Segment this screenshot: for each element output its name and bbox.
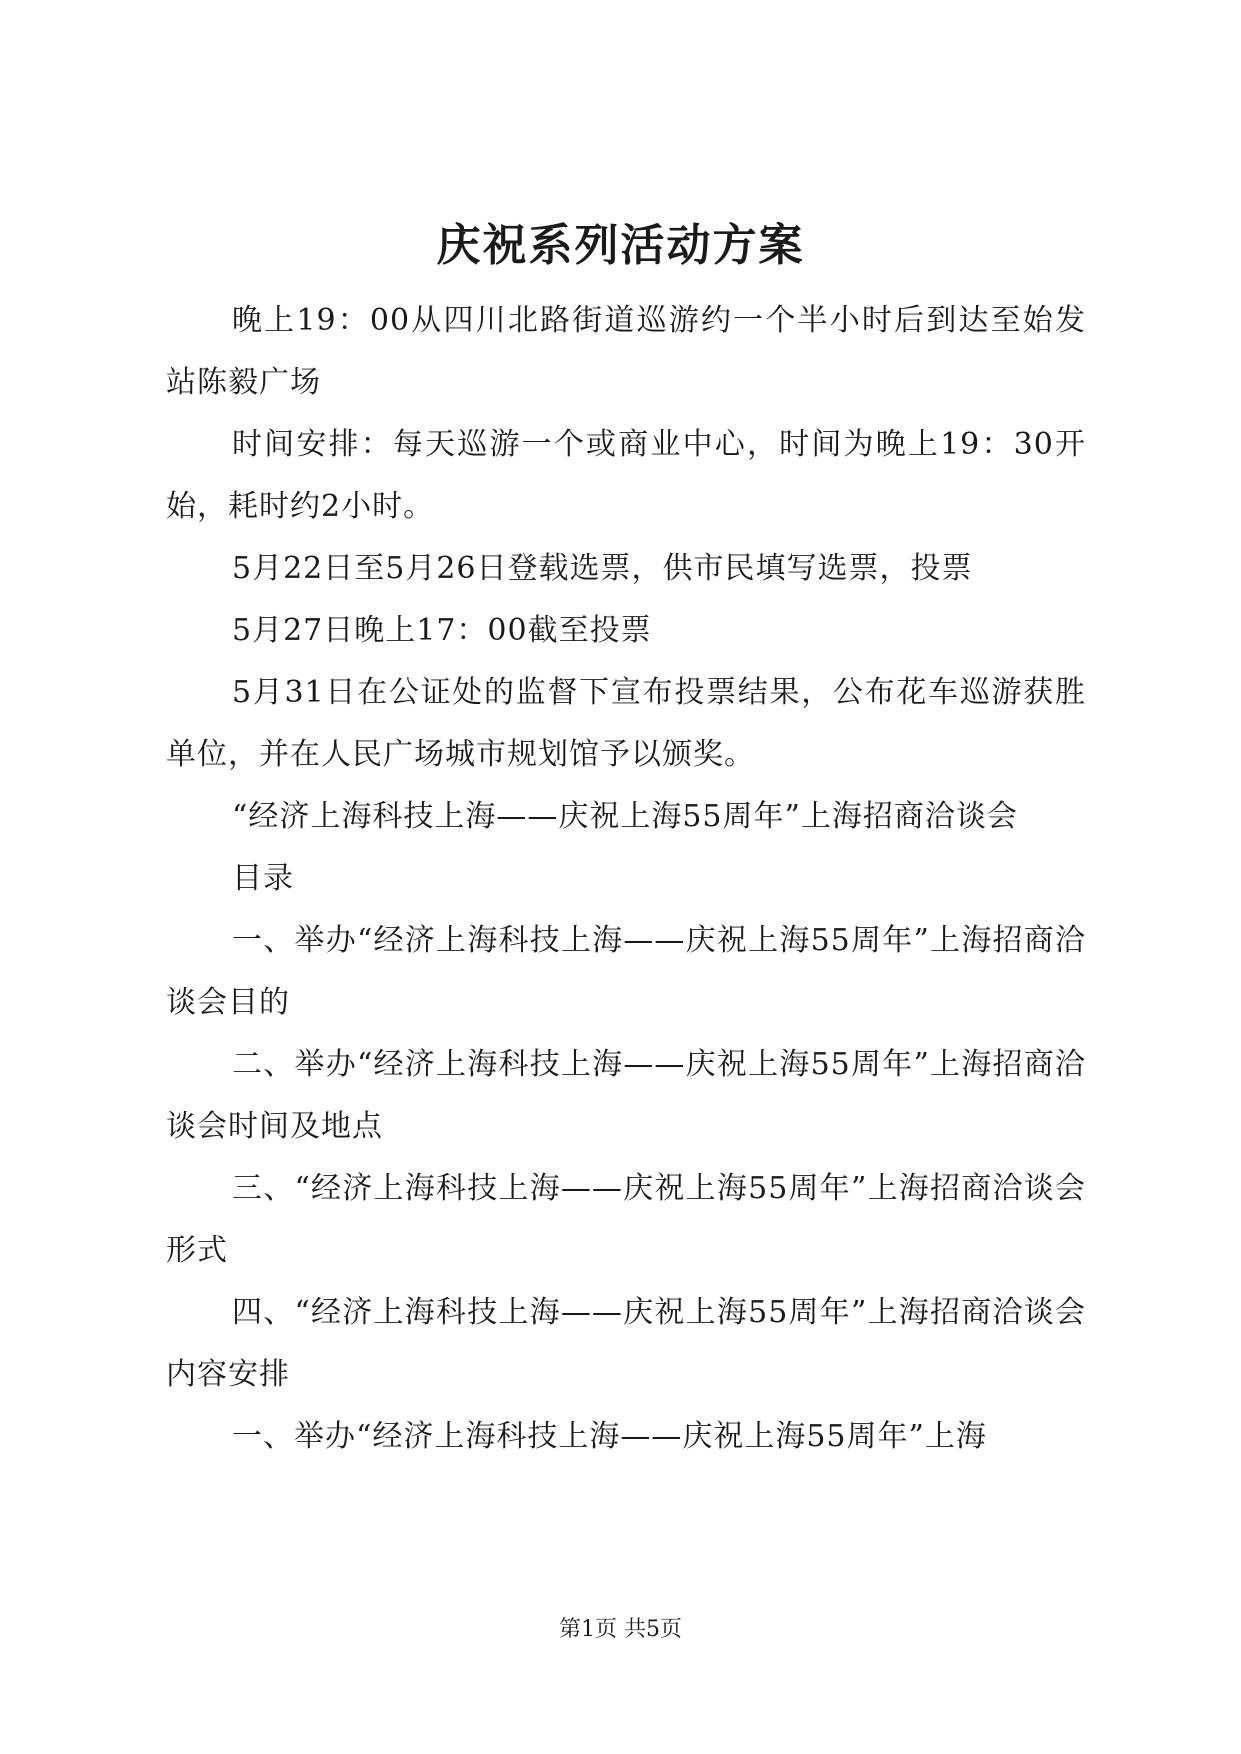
document-body <box>166 290 1086 1468</box>
paragraph: 5月22日至5月26日登载选票，供市民填写选票，投票 <box>232 551 973 586</box>
paragraph: 5月27日晚上17：00截至投票 <box>232 613 652 648</box>
page-title: 庆祝系列活动方案 <box>436 220 805 271</box>
paragraph: 5月31日在公证处的监督下宣布投票结果，公布花车巡游获胜单位，并在人民广场城市规划馆予以颁奖。 <box>166 675 1086 772</box>
toc-item: 三、“经济上海科技上海——庆祝上海55周年”上海招商洽谈会形式 <box>166 1171 1086 1268</box>
paragraph: “经济上海科技上海——庆祝上海55周年”上海招商洽谈会 <box>232 799 1018 834</box>
section-heading: 一、举办“经济上海科技上海——庆祝上海55周年”上海 <box>232 1419 987 1454</box>
page-footer: 第1页 共5页 <box>559 1617 682 1642</box>
paragraph: 时间安排：每天巡游一个或商业中心，时间为晚上19：30开始，耗时约2小时。 <box>166 427 1086 524</box>
toc-item: 一、举办“经济上海科技上海——庆祝上海55周年”上海招商洽谈会目的 <box>166 923 1086 1020</box>
toc-heading: 目录 <box>232 861 294 896</box>
toc-item: 二、举办“经济上海科技上海——庆祝上海55周年”上海招商洽谈会时间及地点 <box>166 1047 1086 1144</box>
paragraph: 晚上19：00从四川北路街道巡游约一个半小时后到达至始发站陈毅广场 <box>166 303 1086 400</box>
toc-item: 四、“经济上海科技上海——庆祝上海55周年”上海招商洽谈会内容安排 <box>166 1295 1086 1392</box>
